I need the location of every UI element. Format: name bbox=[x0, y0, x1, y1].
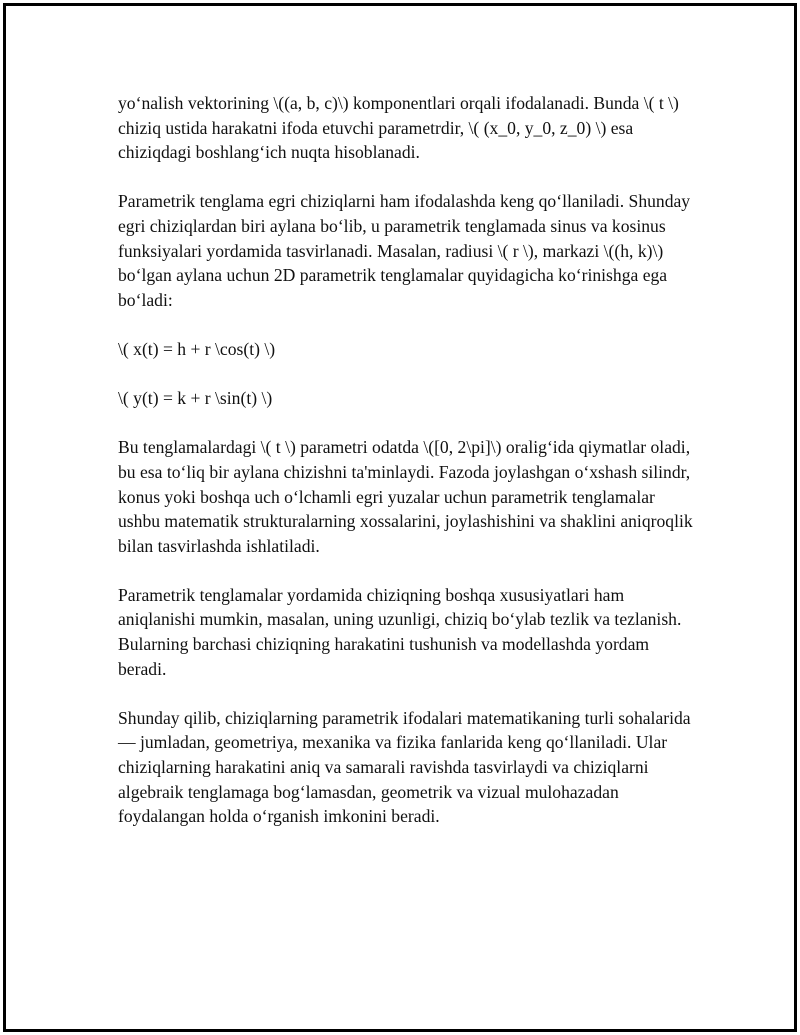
paragraph-other-properties: Parametrik tenglamalar yordamida chiziqning boshqa xususiyatlari ham aniqlanishi mumkin, masalan, uning uzunligi, chiziq bo‘ylab tezlik va tezlanish. Bularning barchasi chiziqning harakatini tushunish va modellashda yordam beradi. bbox=[118, 584, 682, 679]
paragraph-direction-vector: yo‘nalish vektorining \((a, b, c)\) komponentlari orqali ifodalanadi. Bunda \( t \) chiziq ustida harakatni ifoda etuvchi parametrdir, \( (x_0, y_0, z_0) \) esa chiziqdagi boshlang‘ich nuqta hisoblanadi. bbox=[118, 93, 679, 163]
paragraph-parameter-range: Bu tenglamalardagi \( t \) parametri odatda \([0, 2\pi]\) oralig‘ida qiymatlar oladi, bu esa to‘liq bir aylana chizishni ta'minlaydi. Fazoda joylashgan o‘xshash silindr, konus yoki boshqa uch o‘lchamli egri yuzalar uchun parametrik tenglamalar ushbu matematik strukturalarning xossalarini, joylashishini va shaklini aniqroqlik bilan tasvirlashda ishlatiladi. bbox=[118, 437, 693, 556]
document-body bbox=[118, 91, 698, 853]
paragraph-circle-intro: Parametrik tenglama egri chiziqlarni ham ifodalashda keng qo‘llaniladi. Shunday egri chiziqlardan biri aylana bo‘lib, u parametrik tenglamada sinus va kosinus funksiyalari yordamida tasvirlanadi. Masalan, radiusi \( r \), markazi \((h, k)\) bo‘lgan aylana uchun 2D parametrik tenglamalar quyidagicha ko‘rinishga ega bo‘ladi: bbox=[118, 191, 691, 310]
equation-x: \( x(t) = h + r \cos(t) \) bbox=[118, 338, 276, 359]
equation-y: \( y(t) = k + r \sin(t) \) bbox=[118, 388, 273, 409]
paragraph-conclusion: Shunday qilib, chiziqlarning parametrik ifodalari matematikaning turli sohalarida — jumladan, geometriya, mexanika va fizika fanlarida keng qo‘llaniladi. Ular chiziqlarning harakatini aniq va samarali ravishda tasvirlaydi va chiziqlarni algebraik tenglamaga bog‘lamasdan, geometrik va vizual mulohazadan foydalangan holda o‘rganish imkonini beradi. bbox=[118, 707, 691, 827]
